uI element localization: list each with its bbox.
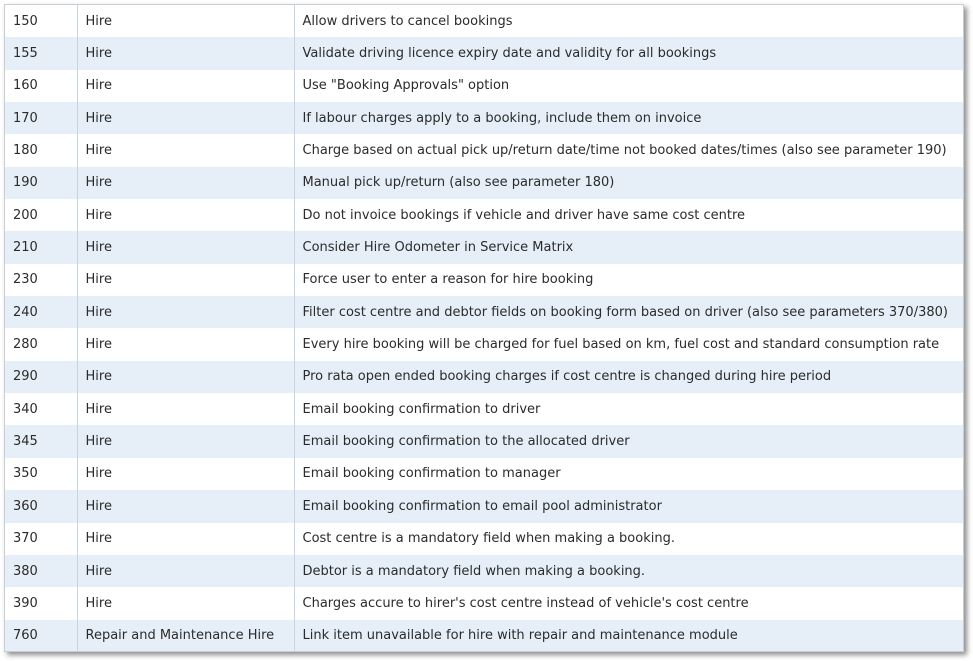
parameter-number-cell: 210: [5, 231, 77, 263]
module-cell: Hire: [77, 296, 294, 328]
description-cell: Every hire booking will be charged for fuel based on km, fuel cost and standard consumption rate: [302, 337, 940, 353]
parameter-number-cell: 230: [5, 264, 77, 296]
description-cell: Pro rata open ended booking charges if cost centre is changed during hire period: [294, 361, 963, 393]
parameter-number-cell: 370: [5, 523, 77, 555]
description-cell: Email booking confirmation to email pool administrator: [294, 490, 963, 522]
description-cell: Email booking confirmation to the allocated driver: [294, 425, 963, 457]
table-row: [5, 490, 963, 522]
table-row: [5, 70, 963, 102]
description-cell: Debtor is a mandatory field when making a booking.: [294, 555, 963, 587]
module-cell: Hire: [77, 5, 294, 37]
parameter-number-cell: 180: [5, 134, 77, 166]
description-cell: Use "Booking Approvals" option: [302, 78, 510, 94]
parameter-number-cell: 150: [5, 5, 77, 37]
table-row: [5, 5, 963, 37]
module-cell: Hire: [77, 231, 294, 263]
table-row: [5, 231, 963, 263]
parameters-table: [5, 5, 963, 652]
parameter-number-cell: 760: [5, 620, 77, 652]
table-row: [5, 458, 963, 490]
parameter-number-cell: 390: [5, 587, 77, 619]
parameter-number-cell: 290: [5, 361, 77, 393]
module-cell: Hire: [77, 37, 294, 69]
parameter-number-cell: 340: [5, 393, 77, 425]
parameter-number-cell: 280: [5, 328, 77, 360]
module-cell: Hire: [77, 425, 294, 457]
table-row: [5, 393, 963, 425]
module-cell: Hire: [77, 587, 294, 619]
description-cell: Force user to enter a reason for hire booking: [302, 272, 594, 288]
module-cell: Hire: [77, 328, 294, 360]
module-cell: Hire: [77, 458, 294, 490]
parameter-number-cell: 240: [5, 296, 77, 328]
parameter-number-cell: 170: [5, 102, 77, 134]
module-cell: Hire: [77, 264, 294, 296]
module-cell: Hire: [77, 523, 294, 555]
table-row: [5, 328, 963, 360]
table-row: [5, 134, 963, 166]
table-row: [5, 361, 963, 393]
table-row: [5, 555, 963, 587]
module-cell: Repair and Maintenance Hire: [77, 620, 294, 652]
module-cell: Hire: [77, 393, 294, 425]
parameter-number-cell: 350: [5, 458, 77, 490]
description-cell: Email booking confirmation to manager: [302, 466, 561, 482]
table-row: [5, 199, 963, 231]
module-cell: Hire: [77, 102, 294, 134]
table-row: [5, 37, 963, 69]
description-cell: Cost centre is a mandatory field when making a booking.: [302, 531, 675, 547]
parameter-number-cell: 380: [5, 555, 77, 587]
parameters-table-frame: [4, 4, 964, 652]
table-row: [5, 264, 963, 296]
description-cell: Email booking confirmation to driver: [302, 401, 541, 417]
module-cell: Hire: [77, 555, 294, 587]
parameter-number-cell: 155: [5, 37, 77, 69]
description-cell: Consider Hire Odometer in Service Matrix: [294, 231, 963, 263]
description-cell: Manual pick up/return (also see parameter 180): [294, 167, 963, 199]
table-row: [5, 296, 963, 328]
module-cell: Hire: [77, 490, 294, 522]
parameter-number-cell: 190: [5, 167, 77, 199]
table-row: [5, 102, 963, 134]
module-cell: Hire: [77, 199, 294, 231]
module-cell: Hire: [77, 167, 294, 199]
table-row: [5, 425, 963, 457]
parameter-number-cell: 160: [5, 70, 77, 102]
table-row: [5, 167, 963, 199]
parameter-number-cell: 345: [5, 425, 77, 457]
module-cell: Hire: [77, 70, 294, 102]
module-cell: Hire: [77, 361, 294, 393]
description-cell: Link item unavailable for hire with repair and maintenance module: [294, 620, 963, 652]
description-cell: Allow drivers to cancel bookings: [302, 13, 513, 29]
description-cell: Charges accure to hirer's cost centre instead of vehicle's cost centre: [302, 595, 749, 611]
description-cell: If labour charges apply to a booking, include them on invoice: [294, 102, 963, 134]
description-cell: Validate driving licence expiry date and validity for all bookings: [294, 37, 963, 69]
description-cell: Filter cost centre and debtor fields on booking form based on driver (also see parameters 370/380): [294, 296, 963, 328]
table-row: [5, 523, 963, 555]
table-row: [5, 620, 963, 652]
parameters-table-body: [5, 5, 963, 652]
description-cell: Do not invoice bookings if vehicle and driver have same cost centre: [302, 207, 746, 223]
description-cell: Charge based on actual pick up/return date/time not booked dates/times (also see parameter 190): [302, 143, 947, 159]
parameter-number-cell: 360: [5, 490, 77, 522]
parameter-number-cell: 200: [5, 199, 77, 231]
table-row: [5, 587, 963, 619]
module-cell: Hire: [77, 134, 294, 166]
